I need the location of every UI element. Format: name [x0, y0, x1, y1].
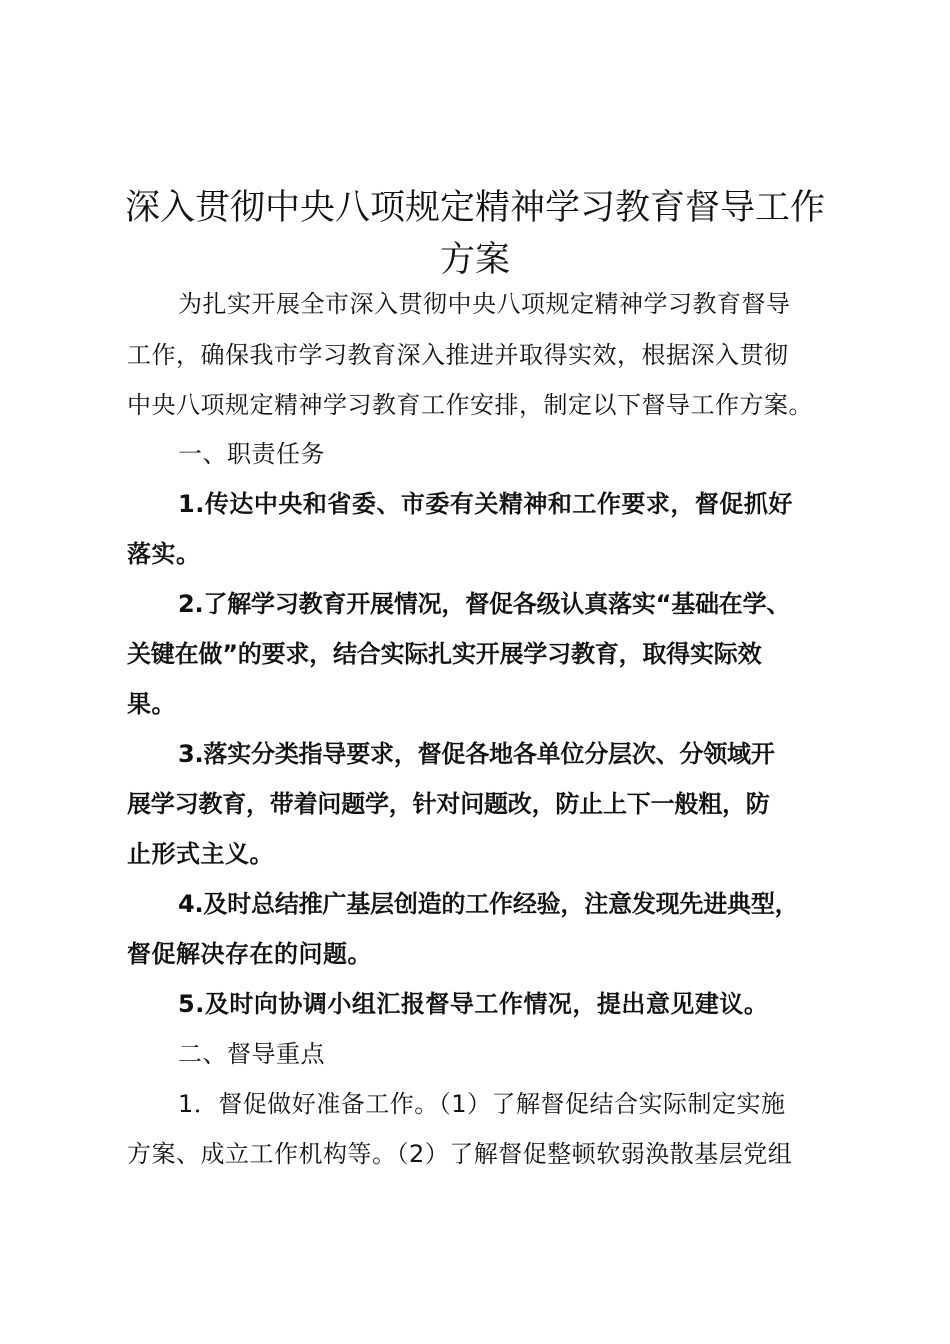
duty-2-line-3: 果。: [127, 690, 176, 718]
duty-2-line-2: 关键在做”的要求，结合实际扎实开展学习教育，取得实际效: [127, 640, 762, 668]
duty-1-line-2: 落实。: [127, 540, 201, 568]
duty-4-line-2: 督促解决存在的问题。: [127, 940, 372, 968]
focus-1-line-2: 方案、成立工作机构等。（2）了解督促整顿软弱涣散基层党组: [127, 1140, 793, 1168]
focus-1-line-1: 1．督促做好准备工作。（1）了解督促结合实际制定实施: [178, 1090, 786, 1118]
section1-heading: 一、职责任务: [178, 440, 325, 468]
document-title-line1: 深入贯彻中央八项规定精神学习教育督导工作: [124, 188, 825, 228]
intro-line-2: 工作，确保我市学习教育深入推进并取得实效，根据深入贯彻: [127, 341, 789, 369]
duty-3-line-1: 3.落实分类指导要求，督促各地各单位分层次、分领域开: [178, 740, 775, 768]
duty-2-line-1: 2.了解学习教育开展情况，督促各级认真落实“基础在学、: [178, 590, 791, 618]
duty-3-line-2: 展学习教育，带着问题学，针对问题改，防止上下一般粗，防: [127, 790, 770, 818]
duty-4-line-1: 4.及时总结推广基层创造的工作经验，注意发现先进典型，: [178, 890, 799, 918]
duty-5-line-1: 5.及时向协调小组汇报督导工作情况，提出意见建议。: [178, 990, 769, 1018]
document-title-line2: 方案: [439, 240, 510, 280]
intro-line-1: 为扎实开展全市深入贯彻中央八项规定精神学习教育督导: [178, 290, 791, 318]
section2-heading: 二、督导重点: [178, 1040, 325, 1068]
intro-line-3: 中央八项规定精神学习教育工作安排，制定以下督导工作方案。: [127, 391, 813, 419]
duty-3-line-3: 止形式主义。: [127, 840, 274, 868]
duty-1-line-1: 1.传达中央和省委、市委有关精神和工作要求，督促抓好: [178, 490, 793, 518]
